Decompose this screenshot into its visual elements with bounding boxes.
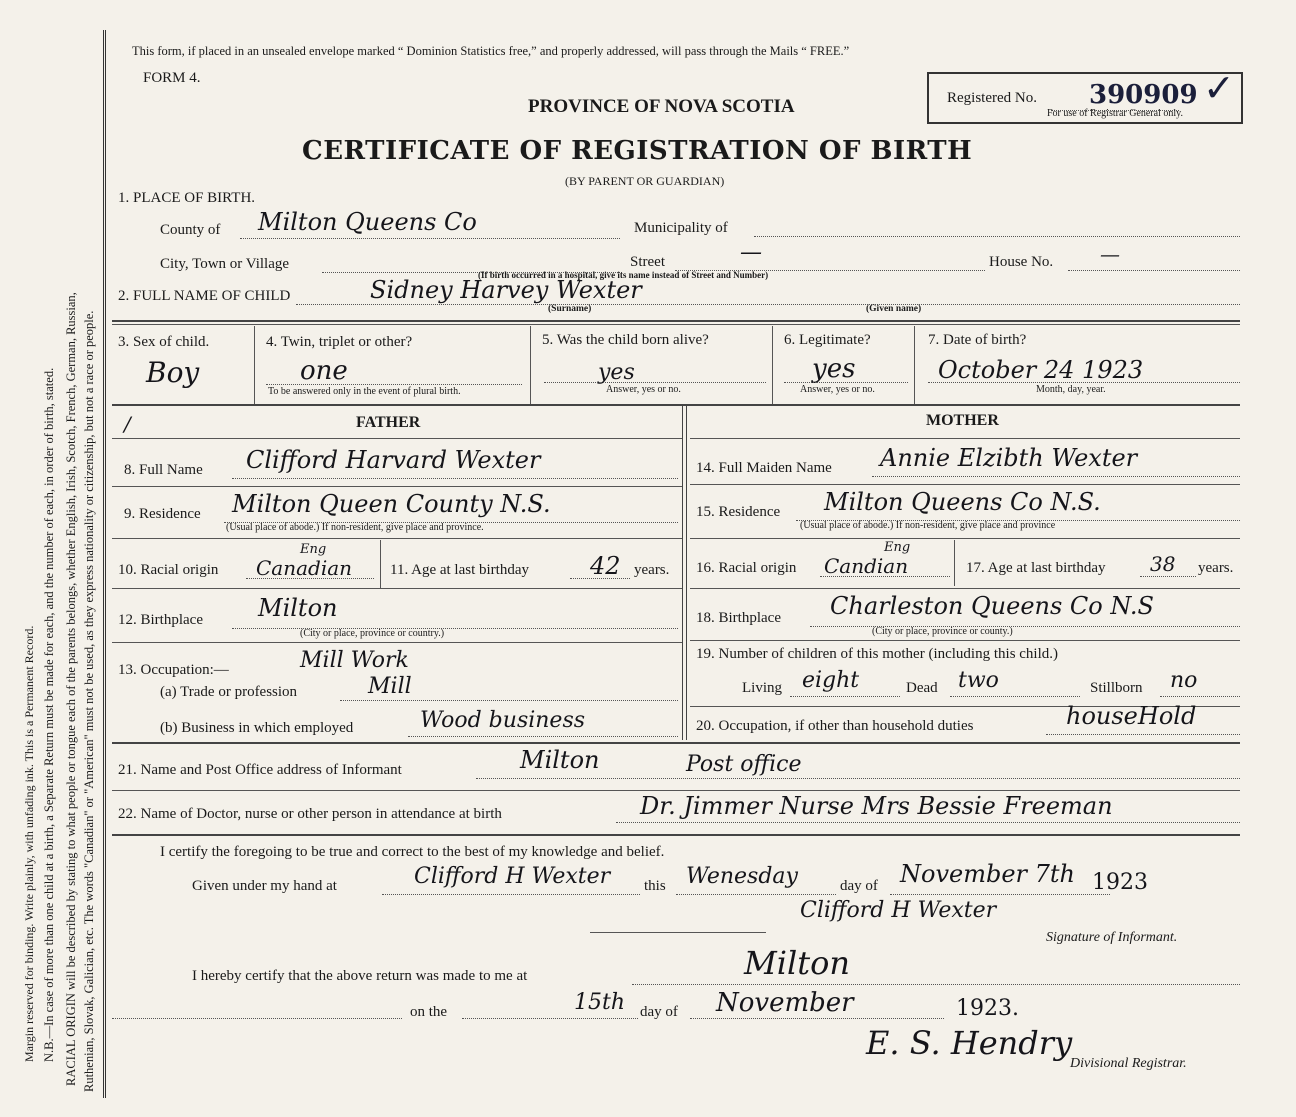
binding-margin-line [103, 30, 106, 1098]
municipality-label: Municipality of [634, 220, 728, 236]
mail-note: This form, if placed in an unsealed envelope marked “ Dominion Statistics free,” and properly addressed, will pass through the Mails “ FREE.” [132, 44, 850, 58]
house-label: House No. [989, 254, 1054, 270]
mother-residence-value: Milton Queens Co N.S. [824, 488, 1101, 516]
document-subtitle: (BY PARENT OR GUARDIAN) [565, 174, 725, 188]
registration-year: 1923. [956, 996, 1019, 1021]
margin-note-racial-origin: RACIAL ORIGIN will be described by stating to what people or tongue each of the parents belongs, whether English, Irish, Scotch, French, German, Russian, [64, 292, 78, 1086]
year-value: 1923 [1092, 870, 1148, 895]
twin-label: 4. Twin, triplet or other? [266, 334, 413, 350]
province-heading: PROVINCE OF NOVA SCOTIA [528, 96, 795, 117]
street-value: — [740, 240, 762, 265]
day-of-label-2: day of [640, 1004, 678, 1020]
father-birthplace-label: 12. Birthplace [118, 612, 203, 628]
given-under-value: Clifford H Wexter [414, 864, 611, 889]
legitimate-note: Answer, yes or no. [800, 384, 875, 395]
given-under-label: Given under my hand at [192, 878, 337, 894]
mother-racial-label: 16. Racial origin [696, 560, 797, 576]
father-residence-note: (Usual place of abode.) If non-resident, give place and province. [226, 522, 484, 533]
county-value: Milton Queens Co [258, 208, 477, 236]
father-residence-value: Milton Queen County N.S. [232, 490, 551, 518]
living-value: eight [802, 668, 860, 693]
mother-occupation-value: houseHold [1066, 702, 1197, 730]
given-name-note: (Given name) [866, 304, 922, 314]
mother-children-label: 19. Number of children of this mother (including this child.) [696, 646, 1059, 662]
this-label: this [644, 878, 666, 894]
legitimate-value: yes [812, 354, 856, 384]
form-number: FORM 4. [143, 70, 201, 86]
row-rule [112, 320, 1240, 322]
registration-day: 15th [574, 990, 626, 1015]
informant-label: 21. Name and Post Office address of Informant [118, 762, 402, 778]
on-the-label: on the [410, 1004, 448, 1020]
child-name-value: Sidney Harvey Wexter [370, 276, 642, 304]
mother-birthplace-label: 18. Birthplace [696, 610, 781, 626]
father-age-label: 11. Age at last birthday [390, 562, 529, 578]
registrar-note: For use of Registrar General only. [1047, 108, 1183, 119]
stillborn-value: no [1170, 668, 1198, 693]
mother-residence-label: 15. Residence [696, 504, 781, 520]
doctor-value: Dr. Jimmer Nurse Mrs Bessie Freeman [640, 792, 1113, 820]
dead-label: Dead [906, 680, 938, 696]
month-value: November 7th [900, 860, 1076, 888]
registration-box [927, 66, 1243, 124]
father-birthplace-value: Milton [258, 594, 338, 622]
father-business-label: (b) Business in which employed [160, 720, 354, 736]
twin-value: one [300, 356, 348, 386]
father-trade-value: Mill [368, 674, 412, 699]
registration-month: November [716, 988, 854, 1018]
margin-note-multiple-births: N.B.—In case of more than one child at a birth, a Separate Return must be made for each, and the number of each, in order of birth, stated. [42, 367, 56, 1062]
informant-value-2: Post office [686, 752, 802, 777]
father-name-label: 8. Full Name [124, 462, 203, 478]
mother-birthplace-note: (City or place, province or county.) [872, 626, 1013, 637]
father-age-unit: years. [634, 562, 670, 578]
alive-label: 5. Was the child born alive? [542, 332, 709, 348]
margin-note-racial-origin-cont: Ruthenian, Slovak, Galician, etc. The words "Canadian" or "American" must not be used, as they express nationality or citizenship, but not a race or people. [82, 310, 96, 1092]
dob-label: 7. Date of birth? [928, 332, 1027, 348]
father-residence-label: 9. Residence [124, 506, 201, 522]
mother-age-unit: years. [1198, 560, 1234, 576]
mother-residence-note: (Usual place of abode.) If non-resident, give place and province [800, 520, 1056, 531]
legitimate-label: 6. Legitimate? [784, 332, 871, 348]
mother-heading: MOTHER [926, 412, 999, 429]
father-racial-correction: Eng [300, 542, 327, 557]
check-mark-icon: ✓ [1203, 66, 1235, 110]
informant-value: Milton [520, 746, 600, 774]
registered-number: 390909 [1089, 80, 1198, 110]
alive-value: yes [598, 360, 635, 385]
certify-text: I certify the foregoing to be true and correct to the best of my knowledge and belief. [160, 844, 665, 860]
father-heading: FATHER [356, 414, 421, 431]
alive-note: Answer, yes or no. [606, 384, 681, 395]
father-name-value: Clifford Harvard Wexter [246, 446, 541, 474]
surname-note: (Surname) [548, 304, 592, 314]
father-occupation-value: Mill Work [300, 648, 409, 673]
father-racial-value: Canadian [256, 556, 353, 580]
mother-racial-value: Candian [824, 554, 909, 578]
dead-value: two [958, 668, 999, 693]
dob-note: Month, day, year. [1036, 384, 1106, 395]
signature-of-informant-label: Signature of Informant. [1046, 930, 1178, 945]
mother-racial-correction: Eng [884, 540, 911, 555]
registrar-certify-text: I hereby certify that the above return was made to me at [192, 968, 528, 984]
mother-birthplace-value: Charleston Queens Co N.S [830, 592, 1154, 620]
stillborn-label: Stillborn [1090, 680, 1143, 696]
day-of-label: day of [840, 878, 878, 894]
registrar-place: Milton [744, 944, 850, 982]
county-label: County of [160, 222, 221, 238]
registered-label: Registered No. [947, 90, 1037, 106]
doctor-label: 22. Name of Doctor, nurse or other person in attendance at birth [118, 806, 502, 822]
dob-value: October 24 1923 [938, 356, 1144, 384]
day-value: Wenesday [686, 864, 798, 889]
sex-label: 3. Sex of child. [118, 334, 210, 350]
father-racial-label: 10. Racial origin [118, 562, 219, 578]
document-title: CERTIFICATE OF REGISTRATION OF BIRTH [302, 136, 973, 166]
divisional-registrar-label: Divisional Registrar. [1070, 1056, 1187, 1071]
mother-name-label: 14. Full Maiden Name [696, 460, 832, 476]
father-trade-label: (a) Trade or profession [160, 684, 298, 700]
father-occupation-label: 13. Occupation:— [118, 662, 229, 678]
living-label: Living [742, 680, 782, 696]
hospital-note: (If birth occurred in a hospital, give its name instead of Street and Number) [478, 270, 769, 280]
city-label: City, Town or Village [160, 256, 290, 272]
father-business-value: Wood business [420, 708, 586, 733]
father-age-value: 42 [590, 552, 621, 580]
twin-note: To be answered only in the event of plural birth. [268, 386, 461, 397]
sex-value: Boy [146, 356, 200, 389]
mother-age-label: 17. Age at last birthday [966, 560, 1106, 576]
house-value: — [1100, 242, 1120, 266]
tick-mark: / [124, 412, 131, 436]
mother-name-value: Annie Elzibth Wexter [880, 444, 1138, 472]
street-label: Street [630, 254, 665, 270]
mother-occupation-label: 20. Occupation, if other than household duties [696, 718, 974, 734]
margin-note-binding: Margin reserved for binding. Write plainly, with unfading ink. This is a Permanent Record. [22, 625, 36, 1062]
mother-age-value: 38 [1150, 552, 1176, 576]
informant-signature: Clifford H Wexter [800, 898, 997, 923]
child-name-label: 2. FULL NAME OF CHILD [118, 288, 291, 304]
place-heading: 1. PLACE OF BIRTH. [118, 190, 256, 206]
registrar-signature: E. S. Hendry [866, 1024, 1073, 1062]
father-birthplace-note: (City or place, province or country.) [300, 628, 445, 639]
